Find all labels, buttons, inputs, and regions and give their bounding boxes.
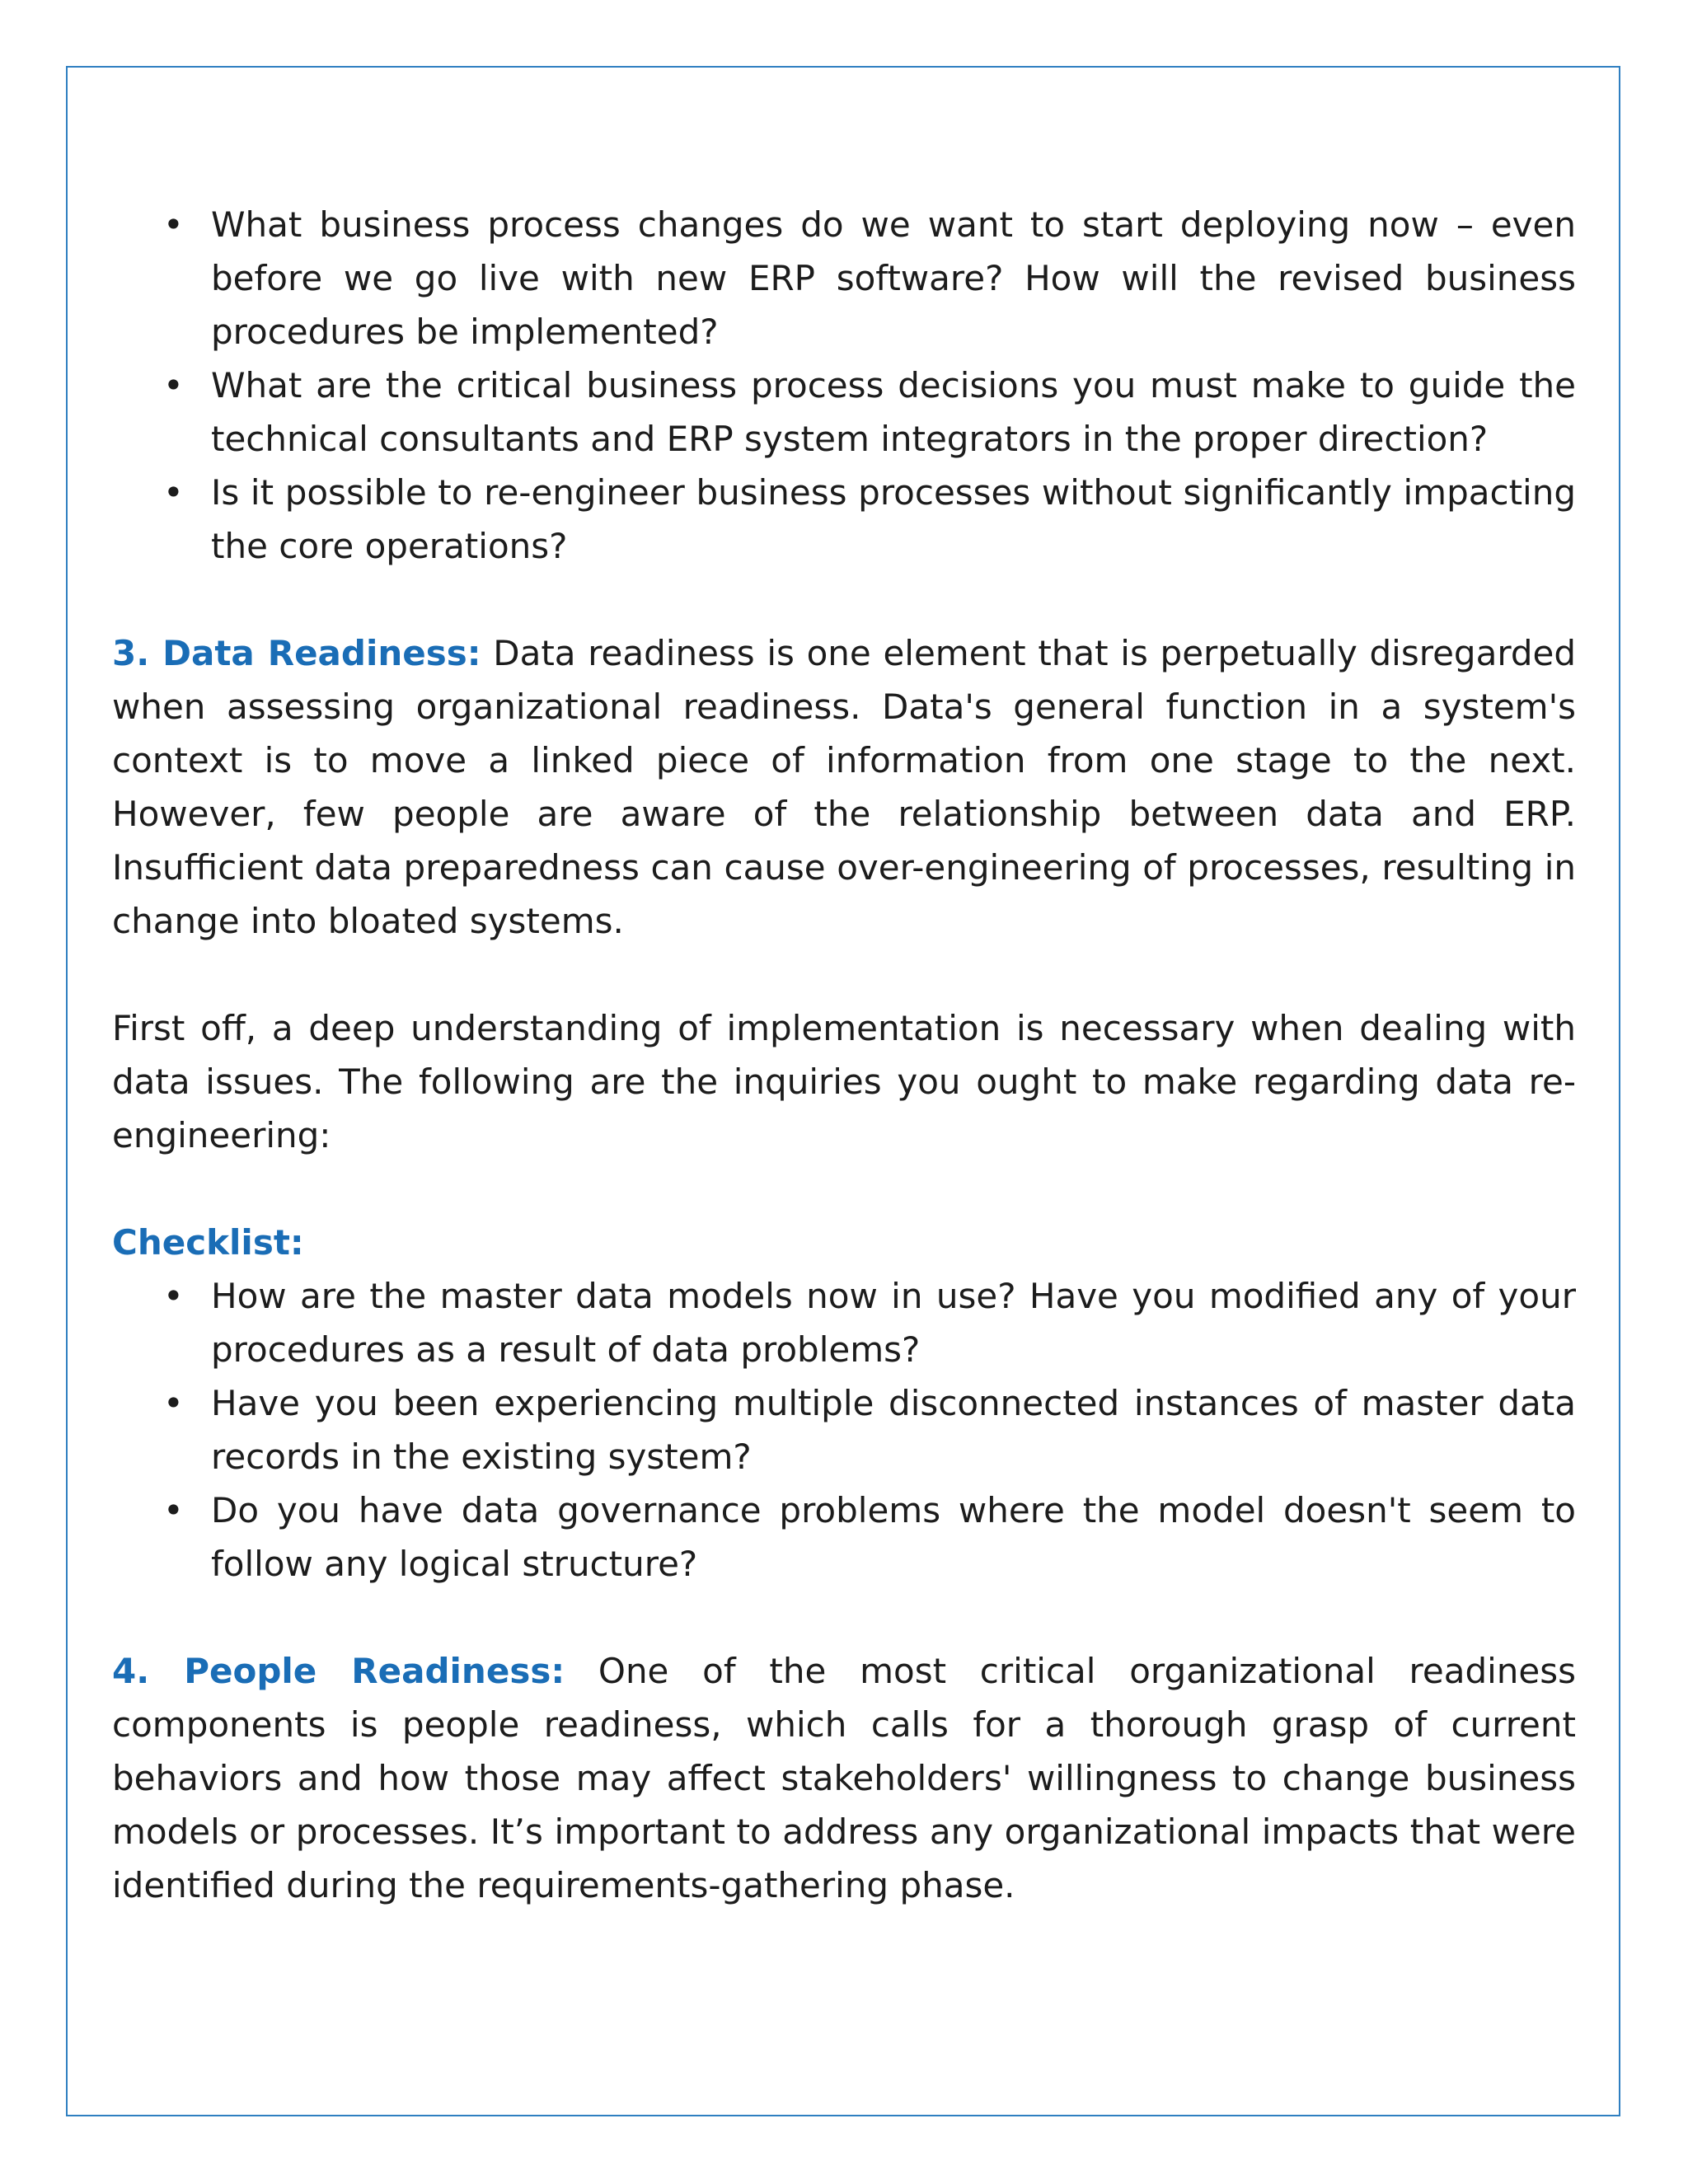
data-readiness-paragraph [112, 626, 1576, 948]
people-readiness-text: One of the most critical organizational readiness components is people readiness, which calls for a thorough grasp of current behaviors and how those may affect stakeholders' willingness to change business models or processes. It’s important to address any organizational impacts that were identified during the requirements-gathering phase. [112, 1651, 1576, 1905]
checklist-bullet-list [112, 1269, 1576, 1591]
list-item-text: What business process changes do we want to start deploying now – even before we go live with new ERP software? How will the revised business procedures be implemented? [211, 204, 1576, 352]
data-readiness-heading: 3. Data Readiness: [112, 633, 481, 673]
bullet-icon: • [163, 1490, 184, 1530]
list-item-text: Is it possible to re-engineer business processes without significantly impacting the core operations? [211, 472, 1576, 566]
intro-bullet-list [112, 198, 1576, 573]
bullet-icon: • [163, 365, 184, 405]
first-off-paragraph: First off, a deep understanding of implementation is necessary when dealing with data issues. The following are the inquiries you ought to make regarding data re-engineering: [112, 1008, 1576, 1155]
list-item [112, 1483, 1576, 1591]
document-body [112, 198, 1576, 1912]
list-item-text: Do you have data governance problems where the model doesn't seem to follow any logical structure? [211, 1490, 1576, 1584]
bullet-icon: • [163, 472, 184, 513]
bullet-icon: • [163, 1383, 184, 1423]
people-readiness-heading: 4. People Readiness: [112, 1651, 565, 1691]
bullet-icon: • [163, 204, 184, 245]
list-item [112, 359, 1576, 466]
list-item [112, 466, 1576, 573]
list-item-text: Have you been experiencing multiple disconnected instances of master data records in the existing system? [211, 1383, 1576, 1477]
list-item-text: What are the critical business process decisions you must make to guide the technical consultants and ERP system integrators in the proper direction? [211, 365, 1576, 459]
people-readiness-paragraph [112, 1644, 1576, 1912]
list-item [112, 1269, 1576, 1376]
list-item [112, 198, 1576, 359]
checklist-heading: Checklist: [112, 1222, 304, 1263]
data-readiness-text: Data readiness is one element that is perpetually disregarded when assessing organizational readiness. Data's general function in a system's context is to move a linked piece of information from one stage to the next. However, few people are aware of the relationship between data and ERP. Insufficient data preparedness can cause over-engineering of processes, resulting in change into bloated systems. [112, 633, 1577, 941]
list-item [112, 1376, 1576, 1483]
list-item-text: How are the master data models now in use? Have you modified any of your procedures as a result of data problems? [211, 1276, 1576, 1370]
bullet-icon: • [163, 1276, 184, 1316]
